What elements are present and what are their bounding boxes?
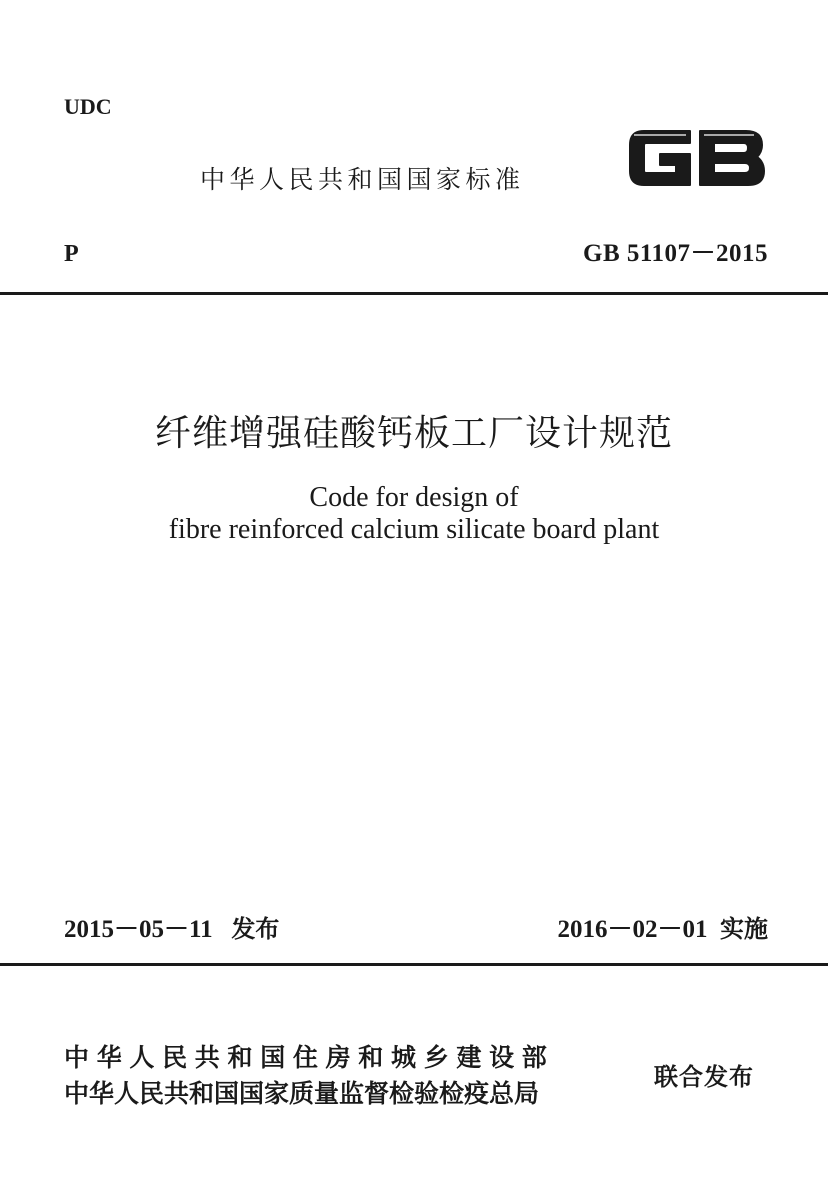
title-english-line1: Code for design of	[309, 482, 519, 513]
issue-date: 2015－05－11	[64, 916, 213, 943]
joint-issue-label: 联合发布	[654, 1063, 754, 1091]
classification-code: P	[64, 241, 79, 267]
issuer-line2: 中华人民共和国国家质量监督检验检疫总局	[64, 1079, 540, 1108]
title-chinese: 纤维增强硅酸钙板工厂设计规范	[154, 413, 673, 454]
title-english-line2: fibre reinforced calcium silicate board plant	[168, 514, 660, 545]
top-divider	[0, 292, 828, 295]
implement-date: 2016－02－01	[557, 916, 708, 943]
issuer-line1: 中华人民共和国住房和城乡建设部	[64, 1043, 555, 1072]
gb-logo-icon	[624, 121, 770, 195]
implement-label: 实施	[720, 915, 768, 943]
standard-type: 中华人民共和国国家标准	[200, 165, 525, 194]
bottom-divider	[0, 963, 828, 966]
udc-label: UDC	[64, 94, 112, 119]
standard-number: GB 51107－2015	[583, 240, 768, 267]
issue-label: 发布	[231, 915, 280, 943]
issue-date-block	[64, 913, 279, 946]
implement-date-block	[470, 913, 768, 946]
